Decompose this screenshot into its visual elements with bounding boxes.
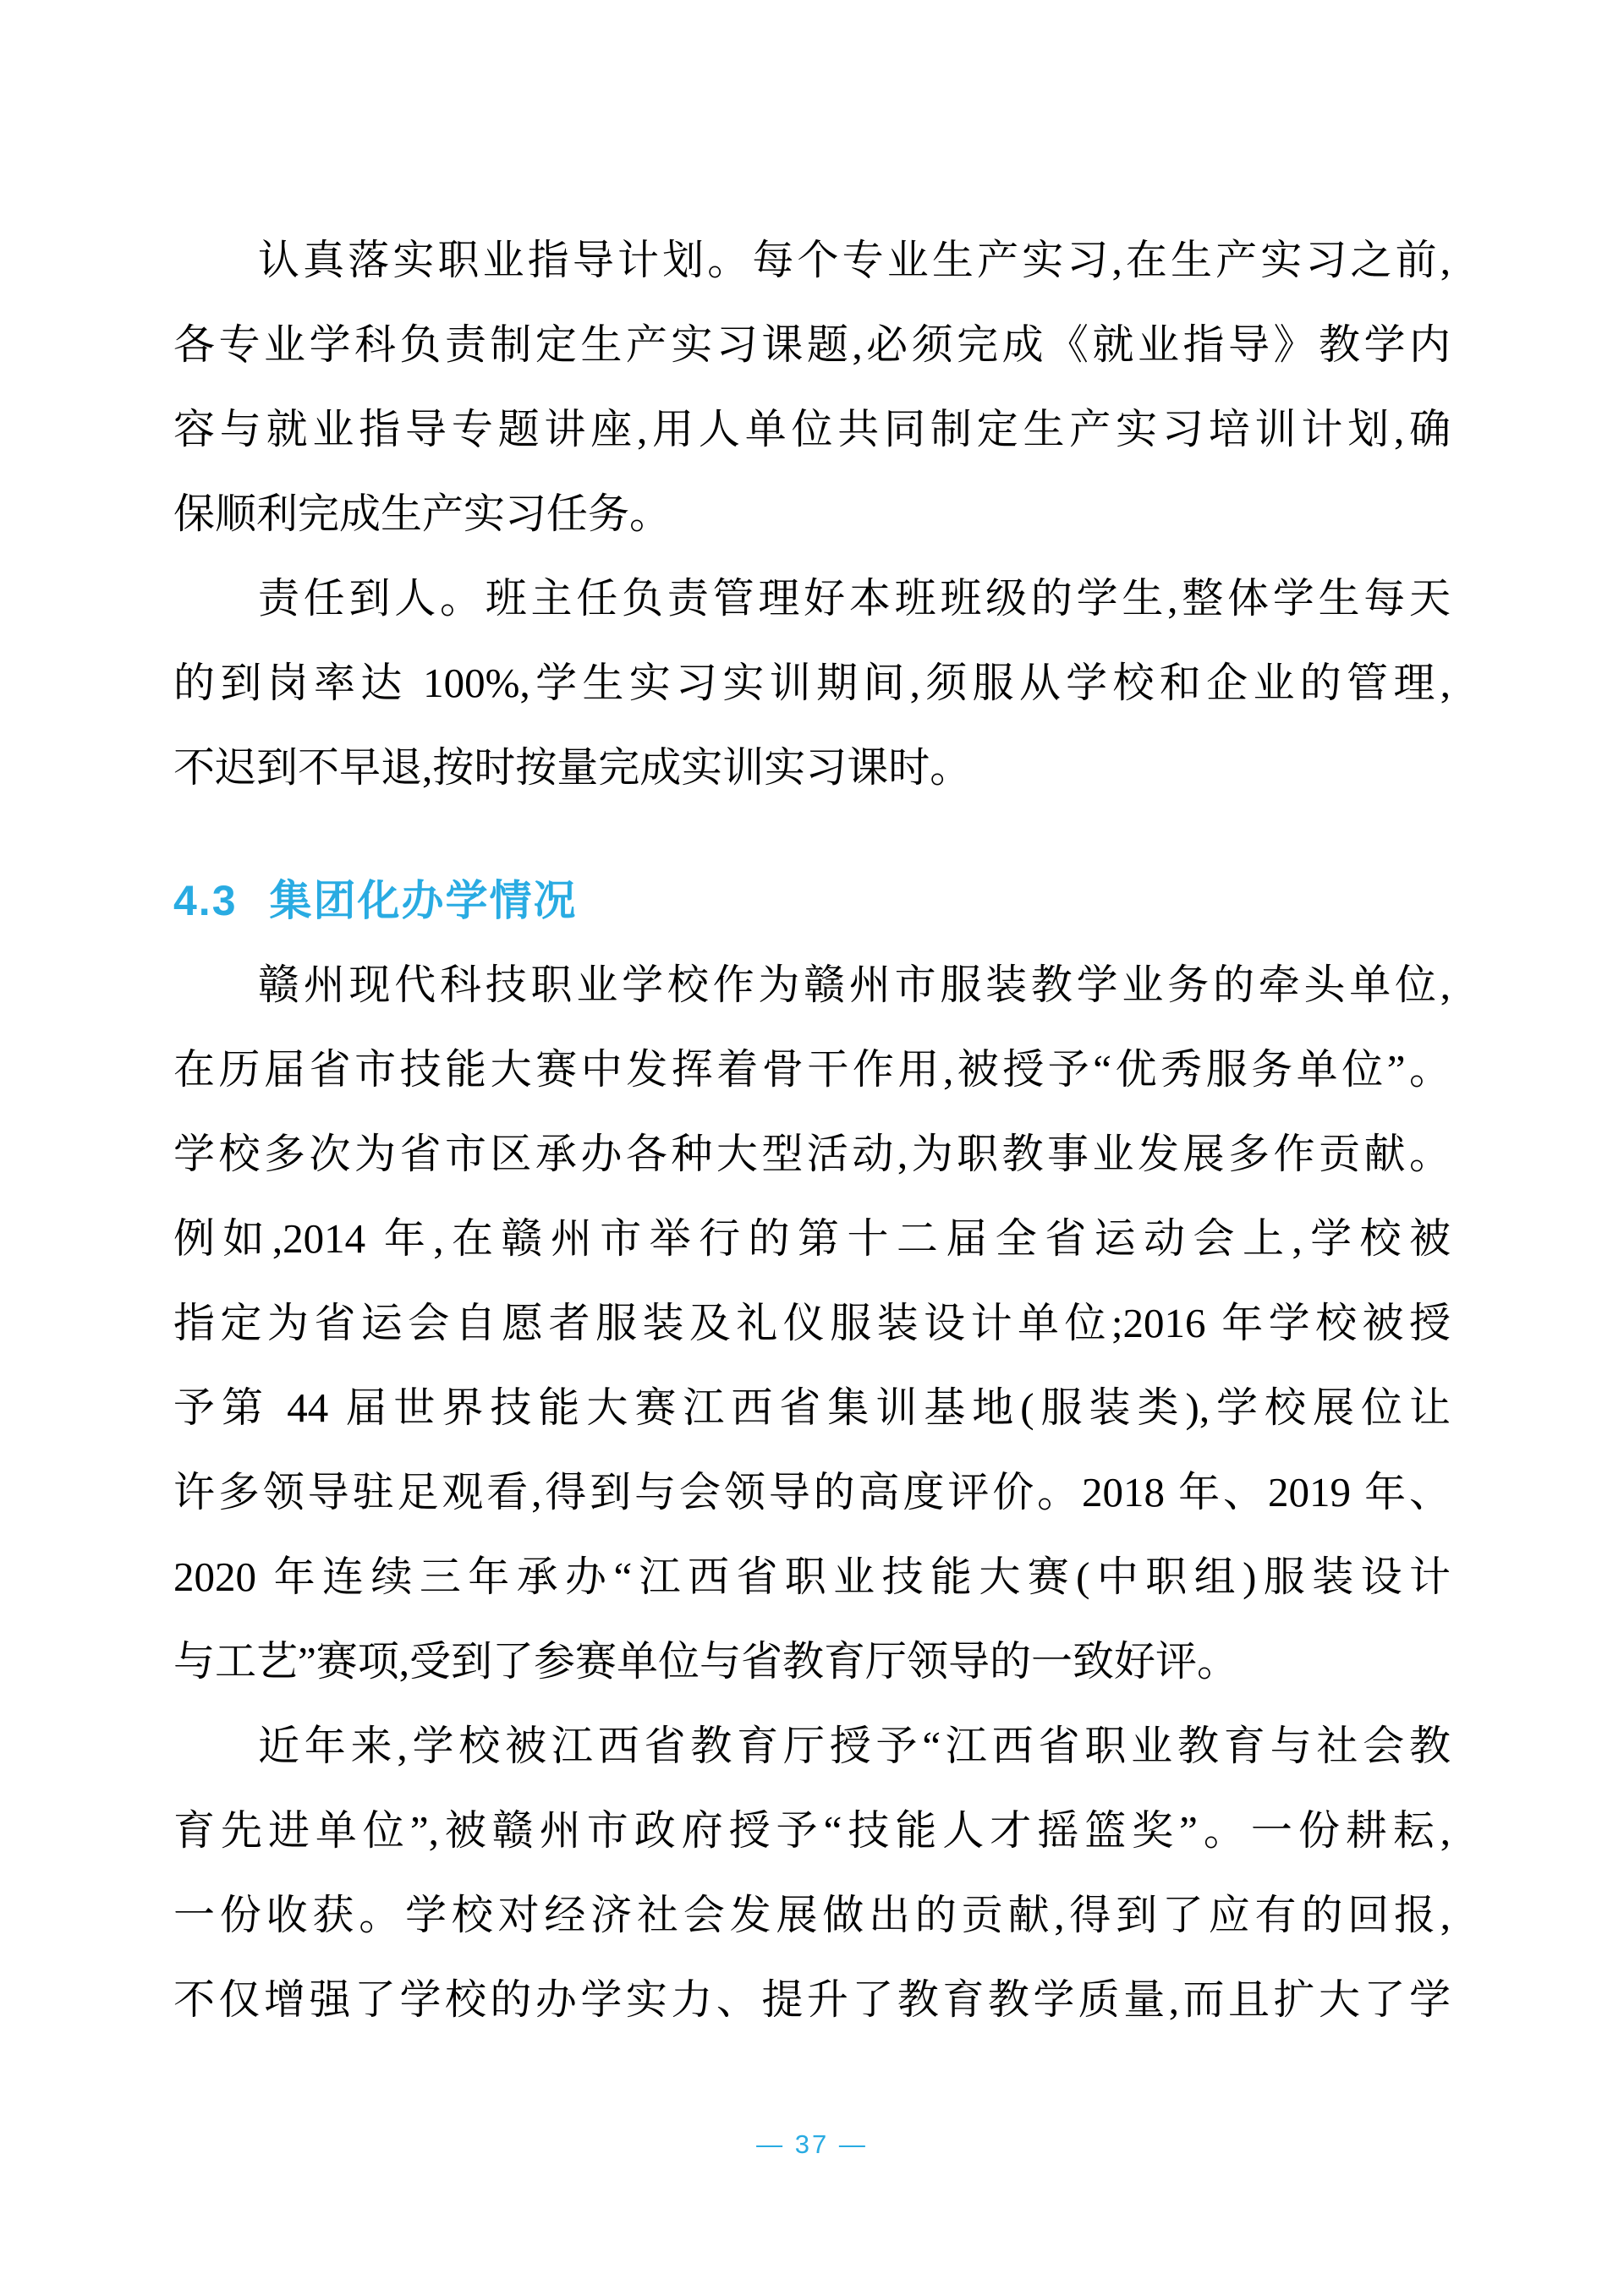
text-line: 指定为省运会自愿者服装及礼仪服装设计单位;2016 年学校被授 [173,1300,1451,1346]
text-line: 2020 年连续三年承办“江西省职业技能大赛(中职组)服装设计 [173,1553,1451,1600]
text-line: 例如,2014 年,在赣州市举行的第十二届全省运动会上,学校被 [173,1215,1451,1262]
section-title: 集团化办学情况 [269,877,578,924]
text-line: 许多领导驻足观看,得到与会领导的高度评价。2018 年、2019 年、 [173,1469,1451,1515]
text-line: 近年来,学校被江西省教育厅授予“江西省职业教育与社会教 [258,1723,1451,1769]
text-line: 不迟到不早退,按时按量完成实训实习课时。 [173,744,972,791]
text-line: 不仅增强了学校的办学实力、提升了教育教学质量,而且扩大了学 [173,1976,1451,2023]
text-line: 学校多次为省市区承办各种大型活动,为职教事业发展多作贡献。 [173,1131,1451,1177]
text-line: 在历届省市技能大赛中发挥着骨干作用,被授予“优秀服务单位”。 [173,1046,1451,1093]
section-heading [173,858,1451,943]
text-line: 各专业学科负责制定生产实习课题,必须完成《就业指导》教学内 [173,321,1451,368]
text-line: 赣州现代科技职业学校作为赣州市服装教学业务的牵头单位, [258,962,1451,1008]
text-line: 的到岗率达 100%,学生实习实训期间,须服从学校和企业的管理, [173,660,1451,706]
content-area [173,218,1451,2042]
body-paragraph [173,218,1451,556]
page-number: — 37 — [756,2129,868,2159]
text-line: 责任到人。班主任负责管理好本班班级的学生,整体学生每天 [258,575,1451,622]
text-line: 育先进单位”,被赣州市政府授予“技能人才摇篮奖”。一份耕耘, [173,1807,1451,1854]
body-paragraph [173,943,1451,1704]
text-line: 保顺利完成生产实习任务。 [173,490,672,537]
body-paragraph [173,1704,1451,2042]
section-number: 4.3 [173,877,238,924]
text-line: 认真落实职业指导计划。每个专业生产实习,在生产实习之前, [258,237,1451,283]
text-line: 与工艺”赛项,受到了参赛单位与省教育厅领导的一致好评。 [173,1638,1238,1685]
text-line: 予第 44 届世界技能大赛江西省集训基地(服装类),学校展位让 [173,1384,1451,1431]
text-line: 容与就业指导专题讲座,用人单位共同制定生产实习培训计划,确 [173,406,1451,452]
text-line: 一份收获。学校对经济社会发展做出的贡献,得到了应有的回报, [173,1892,1451,1938]
body-paragraph [173,556,1451,810]
